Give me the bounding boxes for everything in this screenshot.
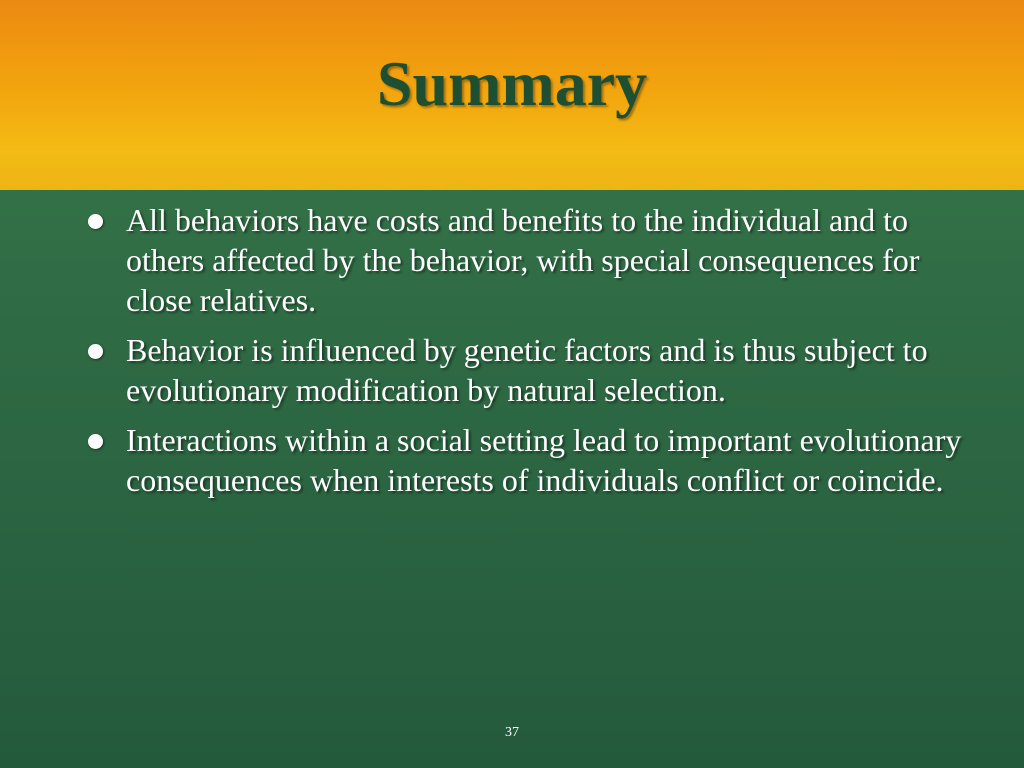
page-number: 37	[505, 725, 519, 740]
bullet-dot-icon	[88, 434, 103, 449]
bullet-text: Behavior is influenced by genetic factors and is thus subject to evolutionary modification by natural selection.	[126, 332, 928, 408]
bullet-text: All behaviors have costs and benefits to the individual and to others affected by the behavior, with special consequences for close relatives.	[126, 202, 920, 318]
slide-title: Summary	[376, 48, 648, 119]
bullet-text: Interactions within a social setting lead to important evolutionary consequences when interests of individuals conflict or coincide.	[126, 422, 962, 498]
bullet-list	[88, 200, 968, 510]
bullet-item	[88, 200, 968, 320]
bullet-item	[88, 420, 968, 500]
bullet-dot-icon	[88, 214, 103, 229]
bullet-item	[88, 330, 968, 410]
bullet-dot-icon	[88, 344, 103, 359]
